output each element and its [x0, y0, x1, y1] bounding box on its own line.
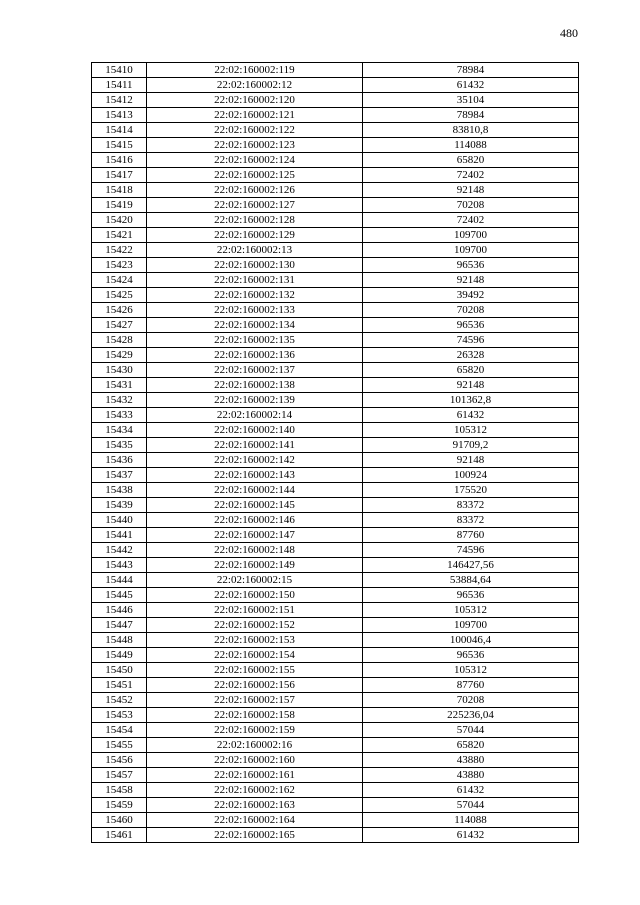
value-cell: 105312 [363, 423, 579, 438]
value-cell: 43880 [363, 768, 579, 783]
cadastral-number-cell: 22:02:160002:119 [147, 63, 363, 78]
cadastral-number-cell: 22:02:160002:123 [147, 138, 363, 153]
row-number-cell: 15461 [92, 828, 147, 843]
table-row [92, 438, 579, 453]
table-row [92, 633, 579, 648]
value-cell: 92148 [363, 183, 579, 198]
row-number-cell: 15416 [92, 153, 147, 168]
table-row [92, 573, 579, 588]
row-number-cell: 15460 [92, 813, 147, 828]
cadastral-number-cell: 22:02:160002:145 [147, 498, 363, 513]
row-number-cell: 15421 [92, 228, 147, 243]
value-cell: 92148 [363, 378, 579, 393]
row-number-cell: 15419 [92, 198, 147, 213]
table-row [92, 648, 579, 663]
row-number-cell: 15415 [92, 138, 147, 153]
row-number-cell: 15440 [92, 513, 147, 528]
cadastral-number-cell: 22:02:160002:131 [147, 273, 363, 288]
table-row [92, 483, 579, 498]
row-number-cell: 15445 [92, 588, 147, 603]
value-cell: 114088 [363, 813, 579, 828]
row-number-cell: 15411 [92, 78, 147, 93]
row-number-cell: 15453 [92, 708, 147, 723]
row-number-cell: 15448 [92, 633, 147, 648]
cadastral-number-cell: 22:02:160002:127 [147, 198, 363, 213]
cadastral-number-cell: 22:02:160002:147 [147, 528, 363, 543]
value-cell: 96536 [363, 258, 579, 273]
table-row [92, 318, 579, 333]
cadastral-number-cell: 22:02:160002:148 [147, 543, 363, 558]
cadastral-number-cell: 22:02:160002:152 [147, 618, 363, 633]
cadastral-number-cell: 22:02:160002:139 [147, 393, 363, 408]
value-cell: 96536 [363, 648, 579, 663]
value-cell: 61432 [363, 408, 579, 423]
table-row [92, 513, 579, 528]
value-cell: 61432 [363, 828, 579, 843]
cadastral-number-cell: 22:02:160002:149 [147, 558, 363, 573]
row-number-cell: 15433 [92, 408, 147, 423]
value-cell: 70208 [363, 693, 579, 708]
value-cell: 78984 [363, 63, 579, 78]
row-number-cell: 15432 [92, 393, 147, 408]
cadastral-number-cell: 22:02:160002:143 [147, 468, 363, 483]
cadastral-number-cell: 22:02:160002:16 [147, 738, 363, 753]
table-row [92, 408, 579, 423]
cadastral-number-cell: 22:02:160002:14 [147, 408, 363, 423]
table-row [92, 183, 579, 198]
table-row [92, 738, 579, 753]
row-number-cell: 15439 [92, 498, 147, 513]
value-cell: 87760 [363, 678, 579, 693]
value-cell: 87760 [363, 528, 579, 543]
table-row [92, 603, 579, 618]
row-number-cell: 15451 [92, 678, 147, 693]
table-row [92, 813, 579, 828]
cadastral-number-cell: 22:02:160002:135 [147, 333, 363, 348]
cadastral-number-cell: 22:02:160002:153 [147, 633, 363, 648]
row-number-cell: 15424 [92, 273, 147, 288]
value-cell: 92148 [363, 273, 579, 288]
cadastral-number-cell: 22:02:160002:137 [147, 363, 363, 378]
table-row [92, 618, 579, 633]
table-row [92, 393, 579, 408]
row-number-cell: 15454 [92, 723, 147, 738]
value-cell: 100046,4 [363, 633, 579, 648]
cadastral-number-cell: 22:02:160002:162 [147, 783, 363, 798]
row-number-cell: 15444 [92, 573, 147, 588]
table-row [92, 258, 579, 273]
value-cell: 65820 [363, 738, 579, 753]
value-cell: 83372 [363, 513, 579, 528]
row-number-cell: 15427 [92, 318, 147, 333]
cadastral-number-cell: 22:02:160002:157 [147, 693, 363, 708]
cadastral-number-cell: 22:02:160002:146 [147, 513, 363, 528]
row-number-cell: 15414 [92, 123, 147, 138]
row-number-cell: 15422 [92, 243, 147, 258]
row-number-cell: 15435 [92, 438, 147, 453]
row-number-cell: 15457 [92, 768, 147, 783]
cadastral-number-cell: 22:02:160002:120 [147, 93, 363, 108]
row-number-cell: 15413 [92, 108, 147, 123]
row-number-cell: 15458 [92, 783, 147, 798]
row-number-cell: 15425 [92, 288, 147, 303]
row-number-cell: 15449 [92, 648, 147, 663]
value-cell: 146427,56 [363, 558, 579, 573]
row-number-cell: 15428 [92, 333, 147, 348]
table-row [92, 348, 579, 363]
value-cell: 43880 [363, 753, 579, 768]
value-cell: 105312 [363, 663, 579, 678]
table-row [92, 798, 579, 813]
cadastral-number-cell: 22:02:160002:156 [147, 678, 363, 693]
table-row [92, 153, 579, 168]
cadastral-number-cell: 22:02:160002:164 [147, 813, 363, 828]
value-cell: 65820 [363, 153, 579, 168]
value-cell: 35104 [363, 93, 579, 108]
cadastral-number-cell: 22:02:160002:141 [147, 438, 363, 453]
value-cell: 61432 [363, 78, 579, 93]
value-cell: 101362,8 [363, 393, 579, 408]
value-cell: 92148 [363, 453, 579, 468]
cadastral-number-cell: 22:02:160002:125 [147, 168, 363, 183]
row-number-cell: 15438 [92, 483, 147, 498]
cadastral-number-cell: 22:02:160002:129 [147, 228, 363, 243]
cadastral-number-cell: 22:02:160002:134 [147, 318, 363, 333]
table-row [92, 108, 579, 123]
cadastral-number-cell: 22:02:160002:159 [147, 723, 363, 738]
table-row [92, 243, 579, 258]
cadastral-number-cell: 22:02:160002:124 [147, 153, 363, 168]
row-number-cell: 15418 [92, 183, 147, 198]
value-cell: 109700 [363, 243, 579, 258]
table-row [92, 468, 579, 483]
value-cell: 74596 [363, 543, 579, 558]
table-row [92, 588, 579, 603]
value-cell: 70208 [363, 198, 579, 213]
row-number-cell: 15447 [92, 618, 147, 633]
value-cell: 83372 [363, 498, 579, 513]
cadastral-number-cell: 22:02:160002:150 [147, 588, 363, 603]
table-row [92, 123, 579, 138]
value-cell: 78984 [363, 108, 579, 123]
value-cell: 114088 [363, 138, 579, 153]
table-row [92, 333, 579, 348]
value-cell: 74596 [363, 333, 579, 348]
cadastral-number-cell: 22:02:160002:160 [147, 753, 363, 768]
value-cell: 100924 [363, 468, 579, 483]
table-row [92, 138, 579, 153]
table-row [92, 528, 579, 543]
row-number-cell: 15426 [92, 303, 147, 318]
value-cell: 39492 [363, 288, 579, 303]
row-number-cell: 15442 [92, 543, 147, 558]
cadastral-number-cell: 22:02:160002:144 [147, 483, 363, 498]
table-row [92, 453, 579, 468]
table-row [92, 663, 579, 678]
value-cell: 72402 [363, 213, 579, 228]
cadastral-number-cell: 22:02:160002:155 [147, 663, 363, 678]
value-cell: 65820 [363, 363, 579, 378]
value-cell: 53884,64 [363, 573, 579, 588]
table-row [92, 558, 579, 573]
table-row [92, 783, 579, 798]
row-number-cell: 15423 [92, 258, 147, 273]
row-number-cell: 15443 [92, 558, 147, 573]
value-cell: 57044 [363, 798, 579, 813]
value-cell: 57044 [363, 723, 579, 738]
cadastral-number-cell: 22:02:160002:128 [147, 213, 363, 228]
cadastral-number-cell: 22:02:160002:12 [147, 78, 363, 93]
cadastral-number-cell: 22:02:160002:161 [147, 768, 363, 783]
row-number-cell: 15437 [92, 468, 147, 483]
table-row [92, 498, 579, 513]
row-number-cell: 15431 [92, 378, 147, 393]
row-number-cell: 15450 [92, 663, 147, 678]
table-row [92, 753, 579, 768]
page-number: 480 [560, 26, 578, 40]
table-row [92, 363, 579, 378]
table-row [92, 78, 579, 93]
table-row [92, 828, 579, 843]
cadastral-number-cell: 22:02:160002:165 [147, 828, 363, 843]
cadastral-number-cell: 22:02:160002:158 [147, 708, 363, 723]
value-cell: 61432 [363, 783, 579, 798]
cadastral-number-cell: 22:02:160002:163 [147, 798, 363, 813]
cadastral-value-table [91, 62, 579, 843]
cadastral-number-cell: 22:02:160002:140 [147, 423, 363, 438]
table-row [92, 708, 579, 723]
value-cell: 91709,2 [363, 438, 579, 453]
row-number-cell: 15429 [92, 348, 147, 363]
cadastral-number-cell: 22:02:160002:133 [147, 303, 363, 318]
table-row [92, 723, 579, 738]
cadastral-number-cell: 22:02:160002:121 [147, 108, 363, 123]
table-row [92, 63, 579, 78]
cadastral-number-cell: 22:02:160002:151 [147, 603, 363, 618]
cadastral-number-cell: 22:02:160002:126 [147, 183, 363, 198]
cadastral-number-cell: 22:02:160002:13 [147, 243, 363, 258]
cadastral-number-cell: 22:02:160002:154 [147, 648, 363, 663]
value-cell: 175520 [363, 483, 579, 498]
value-cell: 105312 [363, 603, 579, 618]
table-row [92, 273, 579, 288]
cadastral-number-cell: 22:02:160002:15 [147, 573, 363, 588]
value-cell: 96536 [363, 588, 579, 603]
cadastral-number-cell: 22:02:160002:142 [147, 453, 363, 468]
cadastral-number-cell: 22:02:160002:130 [147, 258, 363, 273]
row-number-cell: 15459 [92, 798, 147, 813]
cadastral-number-cell: 22:02:160002:132 [147, 288, 363, 303]
value-cell: 225236,04 [363, 708, 579, 723]
cadastral-number-cell: 22:02:160002:138 [147, 378, 363, 393]
row-number-cell: 15430 [92, 363, 147, 378]
value-cell: 26328 [363, 348, 579, 363]
row-number-cell: 15420 [92, 213, 147, 228]
row-number-cell: 15434 [92, 423, 147, 438]
row-number-cell: 15452 [92, 693, 147, 708]
table-row [92, 768, 579, 783]
cadastral-number-cell: 22:02:160002:136 [147, 348, 363, 363]
value-cell: 96536 [363, 318, 579, 333]
table-row [92, 198, 579, 213]
value-cell: 70208 [363, 303, 579, 318]
table-row [92, 228, 579, 243]
row-number-cell: 15456 [92, 753, 147, 768]
table-body [92, 63, 579, 843]
table-row [92, 168, 579, 183]
cadastral-number-cell: 22:02:160002:122 [147, 123, 363, 138]
table-row [92, 93, 579, 108]
table-row [92, 288, 579, 303]
row-number-cell: 15441 [92, 528, 147, 543]
row-number-cell: 15410 [92, 63, 147, 78]
table-row [92, 423, 579, 438]
row-number-cell: 15455 [92, 738, 147, 753]
table-row [92, 678, 579, 693]
row-number-cell: 15417 [92, 168, 147, 183]
row-number-cell: 15436 [92, 453, 147, 468]
table-row [92, 378, 579, 393]
value-cell: 109700 [363, 618, 579, 633]
value-cell: 109700 [363, 228, 579, 243]
table-row [92, 303, 579, 318]
value-cell: 72402 [363, 168, 579, 183]
row-number-cell: 15412 [92, 93, 147, 108]
row-number-cell: 15446 [92, 603, 147, 618]
value-cell: 83810,8 [363, 123, 579, 138]
table-row [92, 213, 579, 228]
table-row [92, 543, 579, 558]
table-row [92, 693, 579, 708]
